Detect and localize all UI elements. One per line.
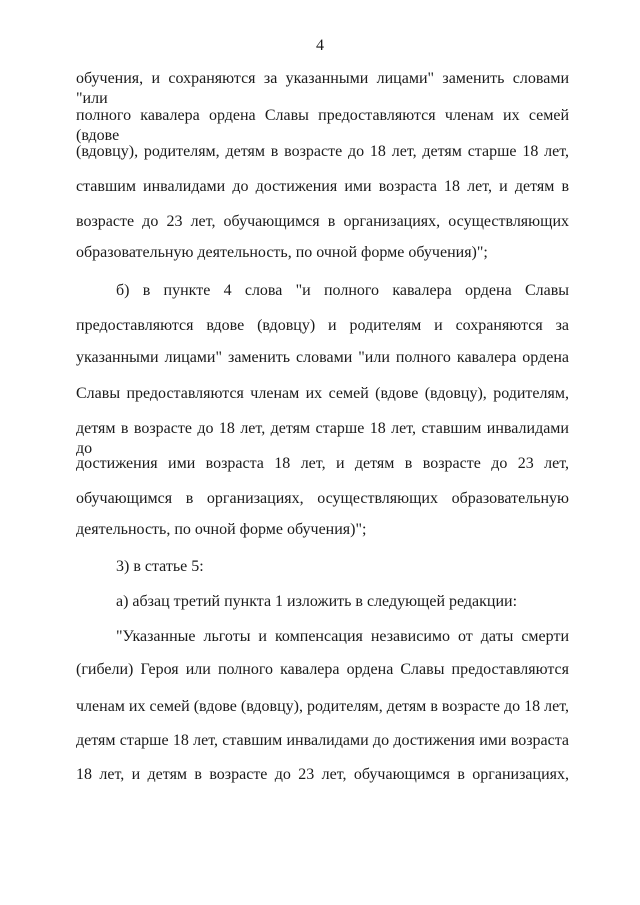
body-line-10: Славы предоставляются членам их семей (вдове (вдовцу), родителям, bbox=[76, 385, 569, 402]
body-line-16: а) абзац третий пункта 1 изложить в следующей редакции: bbox=[116, 593, 518, 610]
body-line-17: "Указанные льготы и компенсация независимо от даты смерти bbox=[116, 628, 569, 645]
body-line-14: деятельность, по очной форме обучения)"; bbox=[76, 521, 367, 538]
body-line-9: указанными лицами" заменить словами "или полного кавалера ордена bbox=[76, 349, 569, 366]
body-line-2: полного кавалера ордена Славы предоставляются членам их семей (вдове bbox=[76, 107, 569, 144]
body-line-1: обучения, и сохраняются за указанными лицами" заменить словами "или bbox=[76, 70, 569, 107]
body-line-13: обучающимся в организациях, осуществляющих образовательную bbox=[76, 490, 569, 507]
body-line-5: возрасте до 23 лет, обучающимся в организациях, осуществляющих bbox=[76, 213, 569, 230]
page-number: 4 bbox=[316, 37, 324, 54]
body-line-6: образовательную деятельность, по очной форме обучения)"; bbox=[76, 244, 488, 261]
body-line-8: предоставляются вдове (вдовцу) и родителям и сохраняются за bbox=[76, 317, 569, 334]
body-line-12: достижения ими возраста 18 лет, и детям в возрасте до 23 лет, bbox=[76, 455, 569, 472]
body-line-4: ставшим инвалидами до достижения ими возраста 18 лет, и детям в bbox=[76, 178, 569, 195]
body-line-11: детям в возрасте до 18 лет, детям старше 18 лет, ставшим инвалидами до bbox=[76, 420, 569, 457]
body-line-20: детям старше 18 лет, ставшим инвалидами до достижения ими возраста bbox=[76, 732, 569, 749]
body-line-3: (вдовцу), родителям, детям в возрасте до 18 лет, детям старше 18 лет, bbox=[76, 143, 569, 160]
body-line-15: 3) в статье 5: bbox=[116, 558, 204, 575]
body-line-18: (гибели) Героя или полного кавалера ордена Славы предоставляются bbox=[76, 661, 569, 678]
body-line-19: членам их семей (вдове (вдовцу), родителям, детям в возрасте до 18 лет, bbox=[76, 698, 569, 715]
body-line-7: б) в пункте 4 слова "и полного кавалера ордена Славы bbox=[116, 282, 569, 299]
body-line-21: 18 лет, и детям в возрасте до 23 лет, обучающимся в организациях, bbox=[76, 766, 569, 783]
